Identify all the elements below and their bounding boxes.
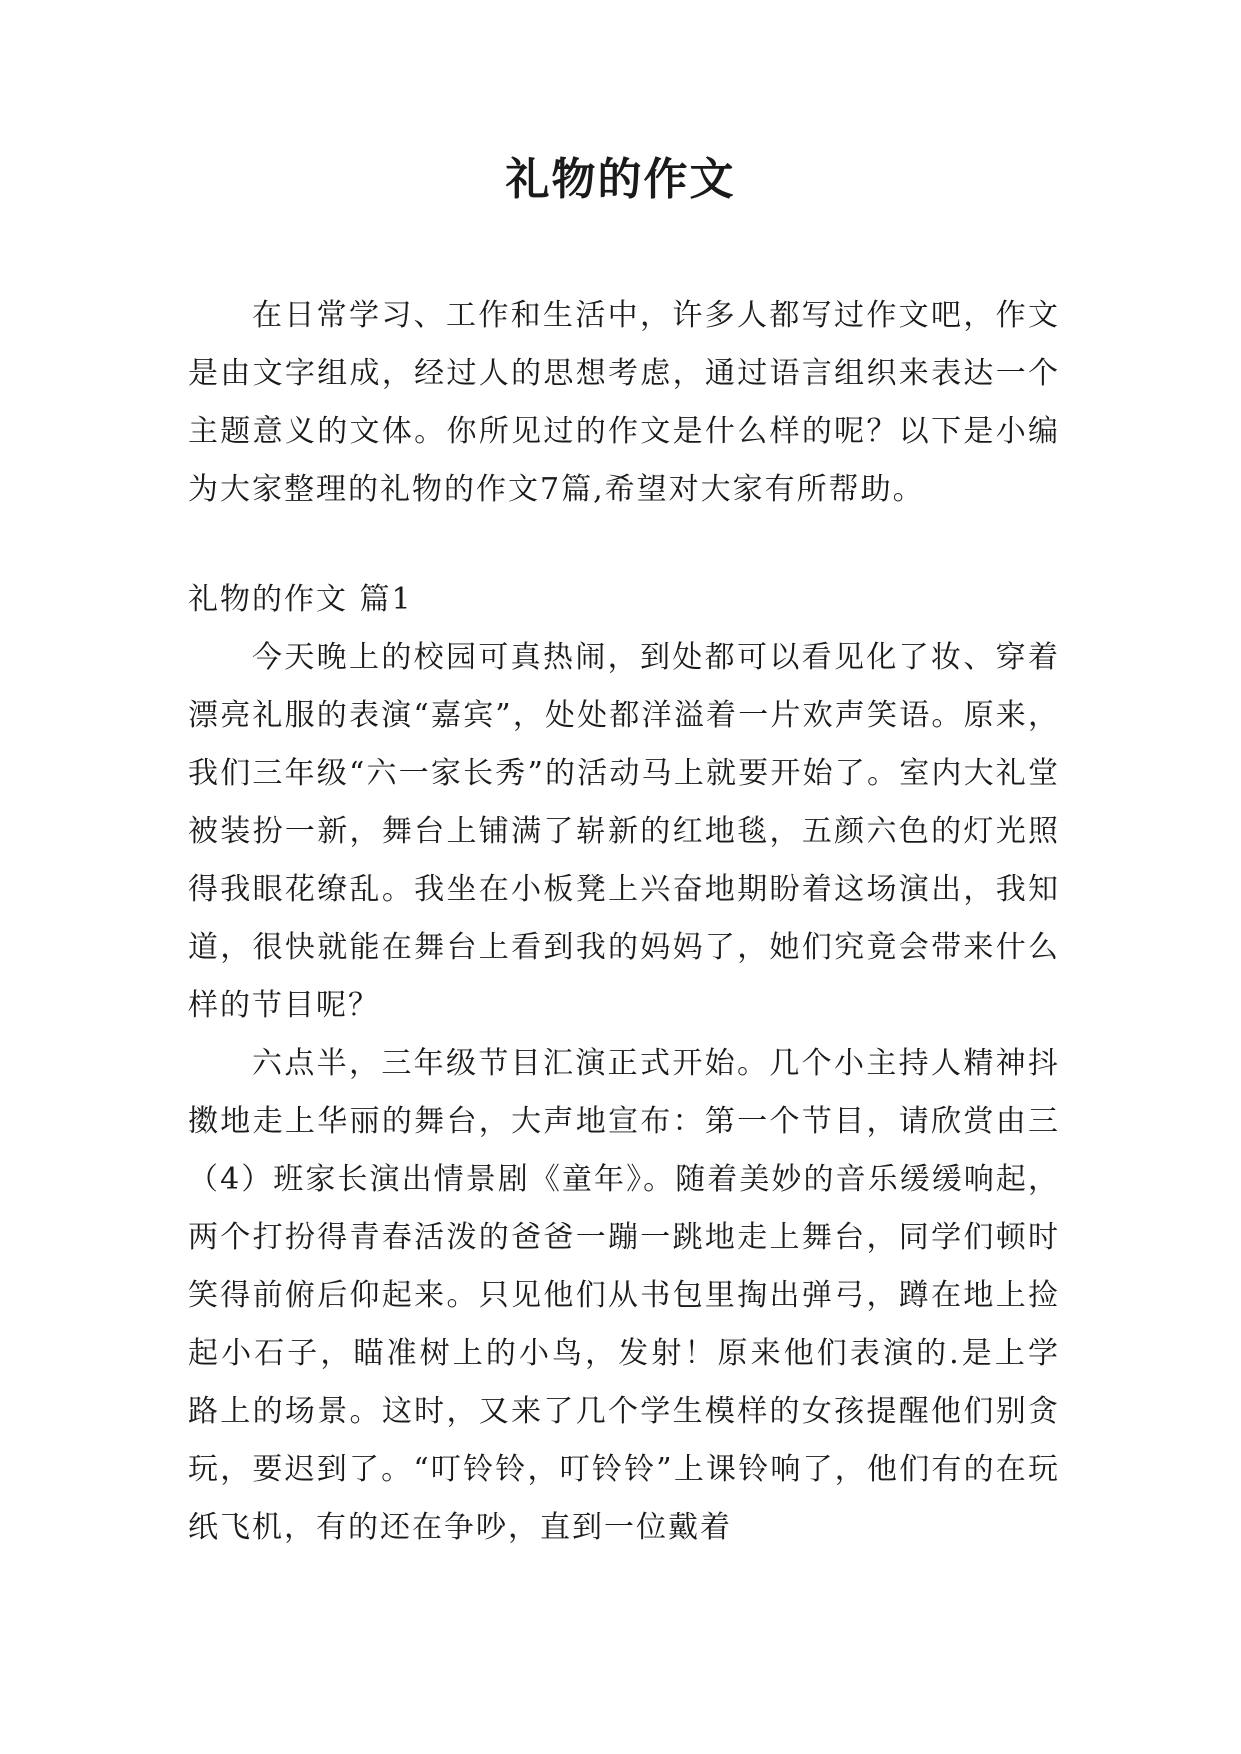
section-heading: 礼物的作文 篇1	[188, 582, 413, 617]
body-paragraph-1: 今天晚上的校园可真热闹，到处都可以看见化了妆、穿着漂亮礼服的表演“嘉宾”，处处都洋溢着一片欢声笑语。原来，我们三年级“六一家长秀”的活动马上就要开始了。室内大礼堂被装扮一新，舞台上铺满了崭新的红地毯，五颜六色的灯光照得我眼花缭乱。我坐在小板凳上兴奋地期盼着这场演出，我知道，很快就能在舞台上看到我的妈妈了，她们究竟会带来什么样的节目呢？	[188, 640, 1060, 1023]
document-body	[188, 287, 1060, 1557]
document-title: 礼物的作文	[505, 154, 736, 205]
body-paragraph-2: 六点半，三年级节目汇演正式开始。几个小主持人精神抖擞地走上华丽的舞台，大声地宣布：第一个节目，请欣赏由三（4）班家长演出情景剧《童年》。随着美妙的音乐缓缓响起，两个打扮得青春活泼的爸爸一蹦一跳地走上舞台，同学们顿时笑得前俯后仰起来。只见他们从书包里掏出弹弓，蹲在地上捡起小石子，瞄准树上的小鸟，发射！原来他们表演的.是上学路上的场景。这时，又来了几个学生模样的女孩提醒他们别贪玩，要迟到了。“叮铃铃，叮铃铃”上课铃响了，他们有的在玩纸飞机，有的还在争吵，直到一位戴着	[188, 1046, 1060, 1545]
intro-paragraph: 在日常学习、工作和生活中，许多人都写过作文吧，作文是由文字组成，经过人的思想考虑，通过语言组织来表达一个主题意义的文体。你所见过的作文是什么样的呢？以下是小编为大家整理的礼物的作文7篇,希望对大家有所帮助。	[188, 298, 1060, 507]
